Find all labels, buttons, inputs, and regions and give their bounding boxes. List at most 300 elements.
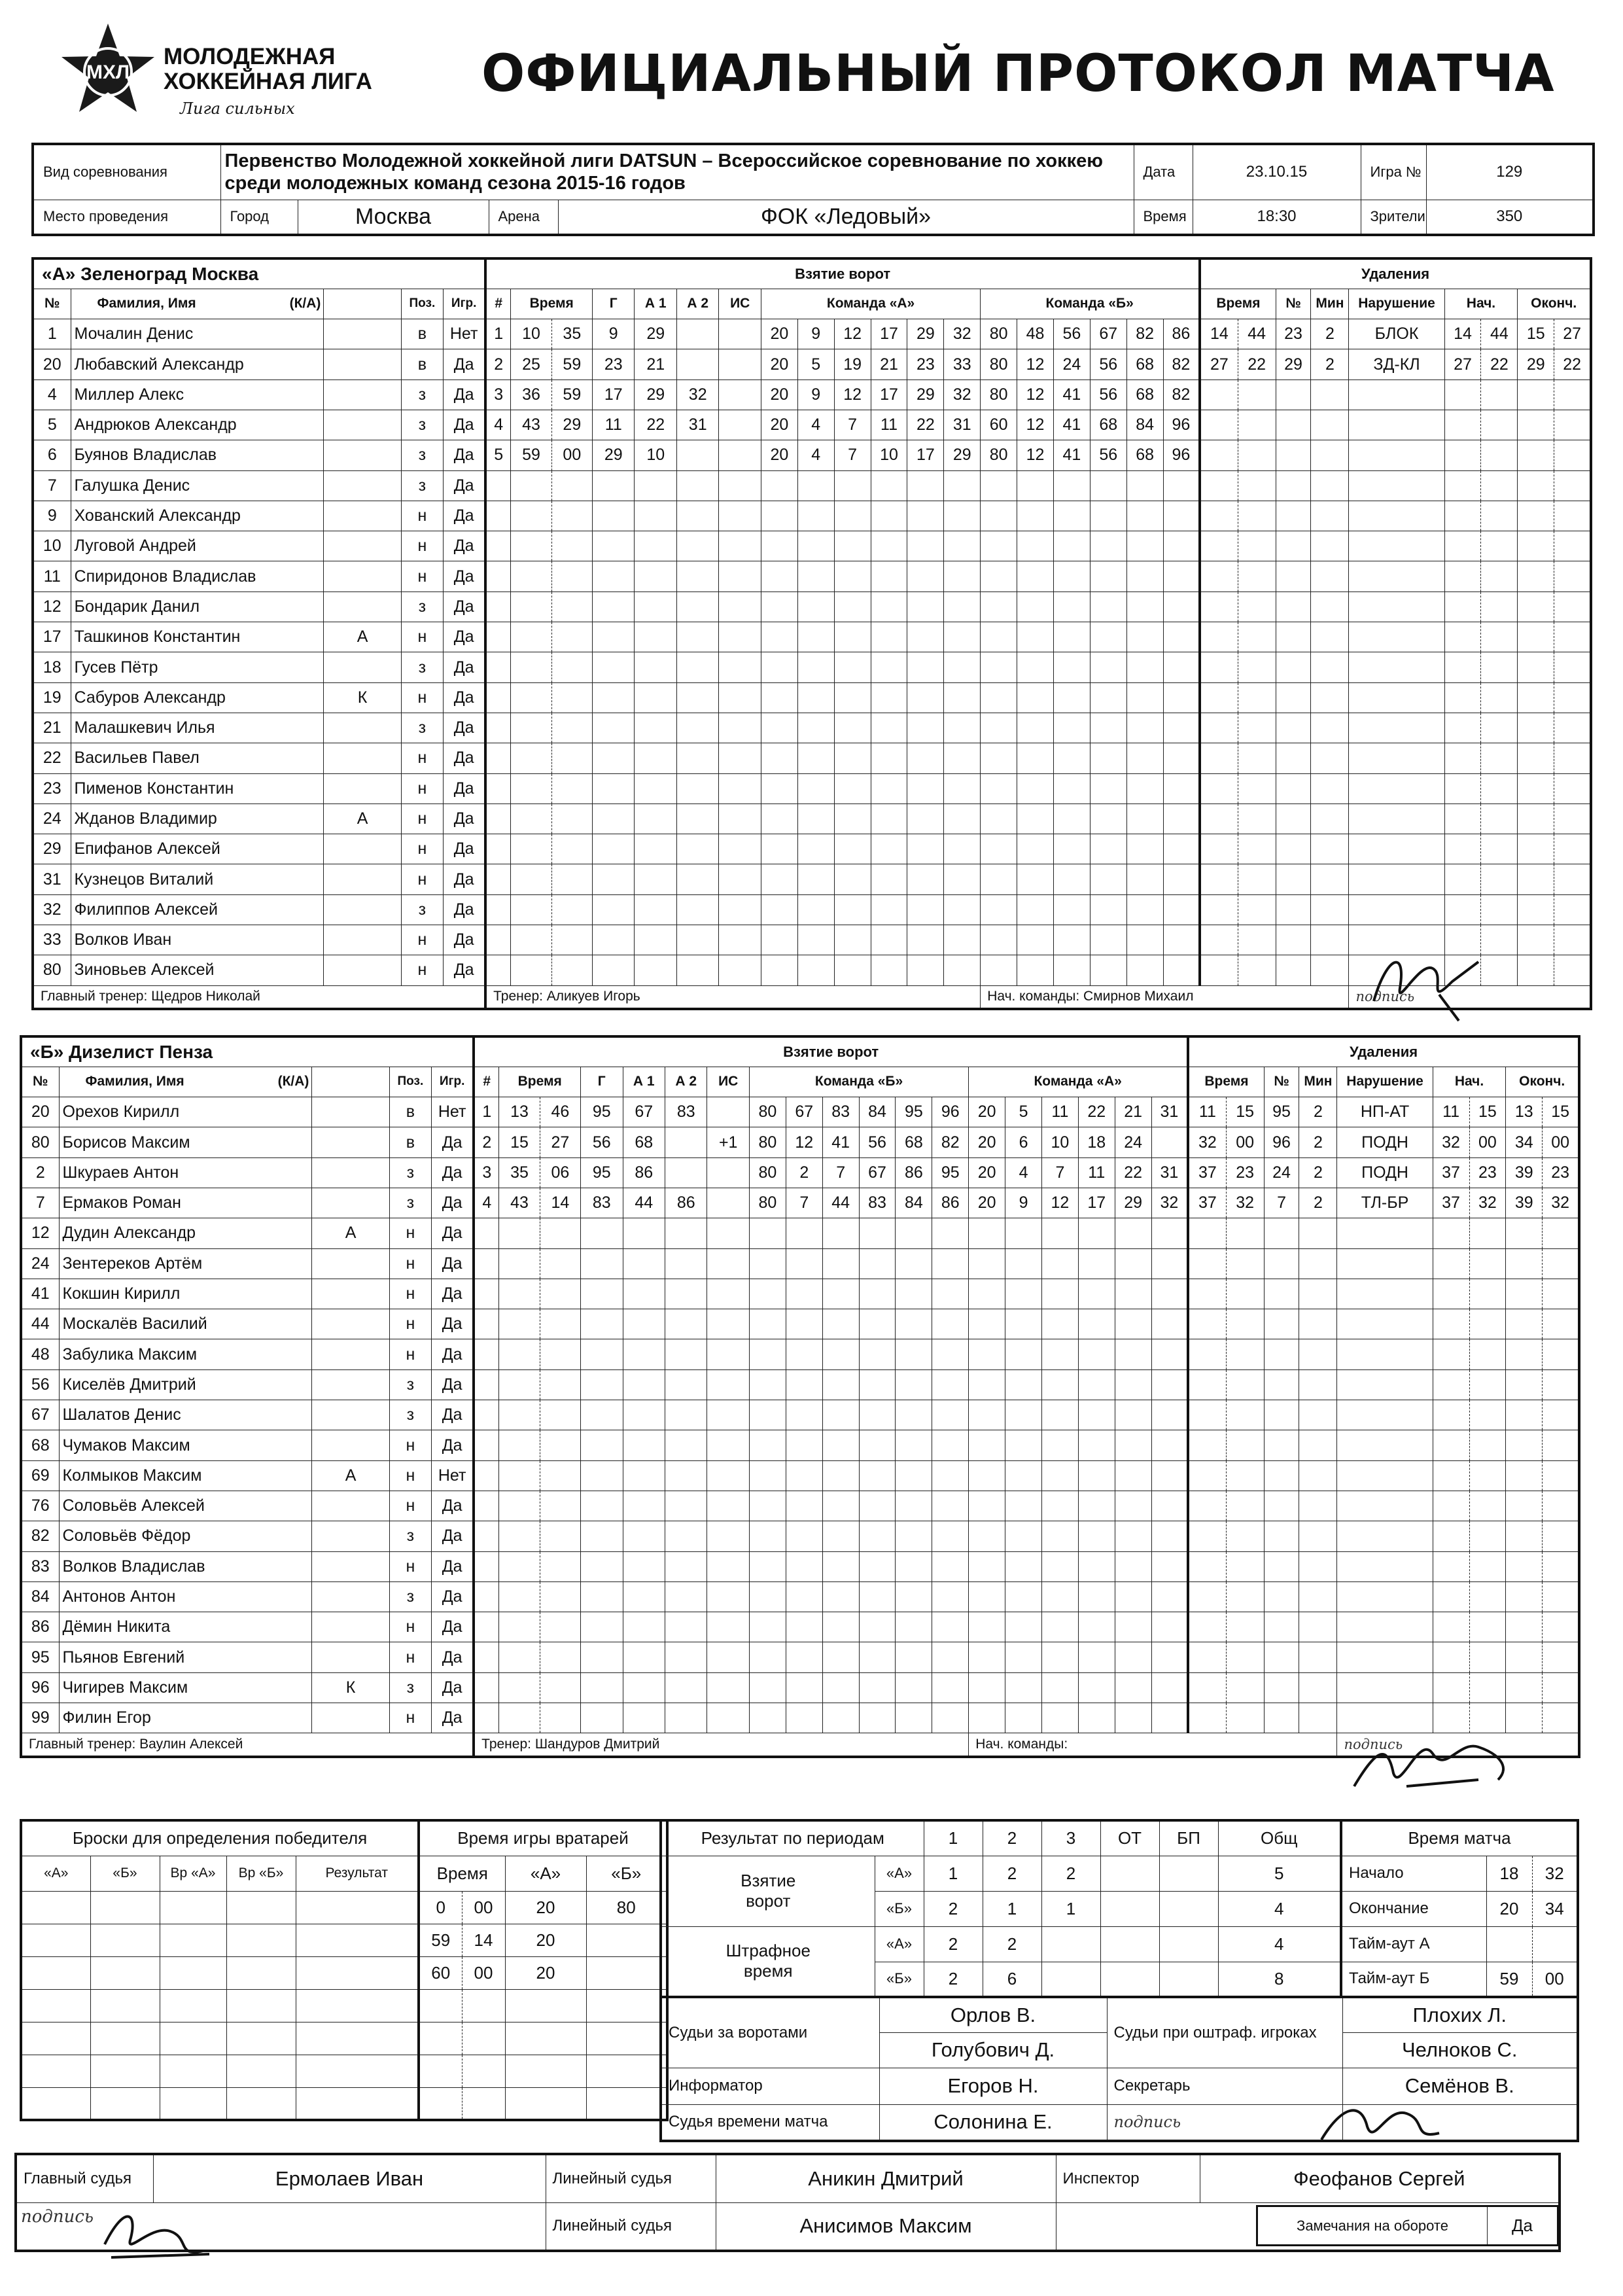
goal-assist1 bbox=[635, 713, 676, 743]
penalty-start-min bbox=[1444, 622, 1481, 652]
opp-on-ice bbox=[1078, 1703, 1115, 1733]
goal-minute bbox=[499, 1369, 540, 1400]
penalty-end-min: 39 bbox=[1506, 1157, 1543, 1188]
own-on-ice bbox=[859, 1279, 896, 1309]
player-captain-mark bbox=[324, 470, 401, 501]
opp-on-ice bbox=[981, 470, 1017, 501]
own-on-ice bbox=[944, 622, 981, 652]
own-on-ice: 12 bbox=[834, 319, 871, 349]
player-name: Кокшин Кирилл bbox=[59, 1279, 312, 1309]
goal-assist1: 44 bbox=[623, 1188, 665, 1218]
opp-on-ice bbox=[1115, 1551, 1151, 1581]
player-number: 29 bbox=[33, 834, 71, 864]
penalty-minute bbox=[1200, 561, 1238, 592]
penalty-start-min bbox=[1444, 652, 1481, 682]
own-on-ice bbox=[932, 1430, 969, 1460]
player-row bbox=[21, 1369, 1579, 1400]
own-on-ice: 12 bbox=[834, 380, 871, 410]
penalty-end-sec bbox=[1543, 1551, 1579, 1581]
opp-on-ice bbox=[1053, 955, 1090, 985]
col-name-label: Фамилия, Имя bbox=[85, 1074, 184, 1089]
penalty-start-min bbox=[1444, 410, 1481, 440]
goal-assist1: 21 bbox=[635, 349, 676, 380]
penalty-start-min bbox=[1433, 1642, 1469, 1672]
opp-on-ice: 60 bbox=[981, 410, 1017, 440]
own-on-ice bbox=[822, 1581, 859, 1612]
player-number: 22 bbox=[33, 743, 71, 773]
goal-assist2 bbox=[676, 470, 718, 501]
goal-scorer bbox=[581, 1491, 623, 1521]
col-pen-end: Оконч. bbox=[1506, 1067, 1579, 1097]
penalty-second bbox=[1226, 1642, 1264, 1672]
goal-assist2 bbox=[676, 592, 718, 622]
goal-scorer bbox=[593, 713, 635, 743]
player-position: н bbox=[389, 1491, 431, 1521]
col-ka: (К/А) bbox=[277, 1074, 309, 1089]
own-on-ice bbox=[944, 501, 981, 531]
opp-on-ice bbox=[1151, 1672, 1188, 1703]
col-name bbox=[59, 1067, 312, 1097]
player-number: 6 bbox=[33, 440, 71, 470]
head-referee-label: Главный судья bbox=[16, 2154, 153, 2202]
goal-second: 46 bbox=[540, 1097, 580, 1127]
opp-on-ice bbox=[1078, 1460, 1115, 1491]
opp-on-ice bbox=[1041, 1521, 1078, 1551]
opp-on-ice bbox=[1053, 652, 1090, 682]
penalty-end-sec bbox=[1554, 925, 1591, 955]
player-position: в bbox=[401, 319, 443, 349]
penalty-second: 15 bbox=[1226, 1097, 1264, 1127]
logo-wordmark bbox=[164, 44, 372, 94]
goal-second: 00 bbox=[551, 440, 592, 470]
own-on-ice bbox=[907, 561, 944, 592]
penalty-second bbox=[1226, 1551, 1264, 1581]
col-goal-scorer: Г bbox=[593, 289, 635, 319]
goal-scorer bbox=[581, 1309, 623, 1339]
goal-assist1 bbox=[635, 592, 676, 622]
penalty-player bbox=[1264, 1612, 1299, 1642]
goal-scorer bbox=[593, 652, 635, 682]
penalty-start-sec bbox=[1481, 622, 1518, 652]
date-label: Дата bbox=[1134, 144, 1193, 200]
own-on-ice bbox=[932, 1400, 969, 1430]
own-on-ice: 80 bbox=[749, 1188, 786, 1218]
inspector-label: Инспектор bbox=[1056, 2154, 1200, 2202]
penalty-minute bbox=[1200, 955, 1238, 985]
goal-minute: 35 bbox=[499, 1157, 540, 1188]
player-number: 4 bbox=[33, 380, 71, 410]
goal-is bbox=[707, 1157, 749, 1188]
player-played: Да bbox=[432, 1188, 474, 1218]
goal-scorer bbox=[581, 1581, 623, 1612]
period-pim-b bbox=[1100, 1962, 1159, 1997]
own-on-ice: 31 bbox=[944, 410, 981, 440]
own-on-ice bbox=[896, 1369, 932, 1400]
player-played: Да bbox=[444, 925, 486, 955]
own-on-ice bbox=[822, 1491, 859, 1521]
goal-second bbox=[540, 1612, 580, 1642]
own-on-ice: 41 bbox=[822, 1127, 859, 1157]
penalty-end-min bbox=[1506, 1612, 1543, 1642]
penalty-minute bbox=[1188, 1369, 1226, 1400]
player-played: Нет bbox=[432, 1097, 474, 1127]
player-number: 7 bbox=[21, 1188, 59, 1218]
own-on-ice bbox=[944, 955, 981, 985]
own-on-ice bbox=[834, 682, 871, 713]
penalty-player bbox=[1276, 864, 1311, 894]
goalie-row-mm: 59 bbox=[419, 1924, 462, 1956]
own-on-ice bbox=[797, 804, 834, 834]
penalty-violation: ТЛ-БР bbox=[1337, 1188, 1433, 1218]
player-position: н bbox=[389, 1642, 431, 1672]
goal-minute bbox=[511, 743, 551, 773]
player-number: 18 bbox=[33, 652, 71, 682]
own-on-ice bbox=[749, 1430, 786, 1460]
goal-is bbox=[707, 1369, 749, 1400]
penalty-violation bbox=[1349, 652, 1444, 682]
own-on-ice: 95 bbox=[932, 1157, 969, 1188]
goal-assist2 bbox=[676, 834, 718, 864]
penalty-second: 23 bbox=[1226, 1157, 1264, 1188]
goal-second: 14 bbox=[540, 1188, 580, 1218]
own-on-ice bbox=[761, 804, 797, 834]
player-number: 19 bbox=[33, 682, 71, 713]
goal-minute bbox=[499, 1309, 540, 1339]
opp-on-ice bbox=[1078, 1551, 1115, 1581]
goal-is bbox=[719, 743, 761, 773]
shootout-title: Броски для определения победителя bbox=[21, 1820, 419, 1856]
own-on-ice bbox=[932, 1218, 969, 1248]
opp-on-ice bbox=[981, 622, 1017, 652]
opp-on-ice bbox=[1053, 470, 1090, 501]
own-on-ice bbox=[907, 834, 944, 864]
penalty-minutes bbox=[1311, 380, 1349, 410]
penalty-minutes: 2 bbox=[1299, 1157, 1337, 1188]
opp-on-ice bbox=[1090, 773, 1126, 804]
player-played: Да bbox=[432, 1400, 474, 1430]
player-number: 96 bbox=[21, 1672, 59, 1703]
penalty-second bbox=[1226, 1339, 1264, 1369]
penalty-start-sec bbox=[1469, 1460, 1506, 1491]
linesman-2-value: Анисимов Максим bbox=[716, 2202, 1056, 2251]
own-on-ice: 9 bbox=[797, 319, 834, 349]
opp-on-ice: 31 bbox=[1151, 1097, 1188, 1127]
goal-assist2 bbox=[665, 1157, 707, 1188]
penalty-player bbox=[1264, 1703, 1299, 1733]
period-goal-b: 2 bbox=[924, 1891, 983, 1926]
player-position: н bbox=[401, 501, 443, 531]
penalty-minute bbox=[1200, 592, 1238, 622]
opp-on-ice bbox=[969, 1551, 1005, 1581]
match-info-table bbox=[31, 143, 1595, 236]
player-row bbox=[21, 1218, 1579, 1248]
penalty-minutes bbox=[1299, 1218, 1337, 1248]
opp-on-ice bbox=[1151, 1279, 1188, 1309]
opp-on-ice bbox=[1053, 531, 1090, 561]
opp-on-ice: 12 bbox=[1017, 440, 1054, 470]
penalty-end-sec bbox=[1554, 592, 1591, 622]
player-played: Да bbox=[444, 834, 486, 864]
opp-on-ice bbox=[1078, 1581, 1115, 1612]
penalty-minute: 11 bbox=[1188, 1097, 1226, 1127]
penalty-minute bbox=[1188, 1279, 1226, 1309]
penalty-second bbox=[1238, 743, 1276, 773]
penalty-second bbox=[1238, 380, 1276, 410]
player-name: Ермаков Роман bbox=[59, 1188, 312, 1218]
penalty-start-sec: 32 bbox=[1469, 1188, 1506, 1218]
goal-assist2: 86 bbox=[665, 1188, 707, 1218]
opp-on-ice bbox=[1151, 1491, 1188, 1521]
penalty-minutes: 2 bbox=[1311, 319, 1349, 349]
penalty-start-min bbox=[1444, 470, 1481, 501]
own-on-ice: 33 bbox=[944, 349, 981, 380]
goal-second: 59 bbox=[551, 349, 592, 380]
goalie-row-b bbox=[586, 1956, 667, 1989]
player-row bbox=[21, 1188, 1579, 1218]
penalty-violation: ЗД-КЛ bbox=[1349, 349, 1444, 380]
goal-is bbox=[719, 864, 761, 894]
col-name bbox=[71, 289, 324, 319]
opp-on-ice bbox=[1041, 1491, 1078, 1521]
own-on-ice bbox=[749, 1279, 786, 1309]
penalty-player bbox=[1276, 925, 1311, 955]
penalty-start-min bbox=[1444, 592, 1481, 622]
head-referee-signature-scribble bbox=[92, 2192, 222, 2270]
goal-is bbox=[719, 349, 761, 380]
player-played: Да bbox=[444, 652, 486, 682]
own-on-ice bbox=[797, 501, 834, 531]
player-row bbox=[21, 1460, 1579, 1491]
own-on-ice bbox=[761, 834, 797, 864]
shootout-col-gk-a: Вр «А» bbox=[160, 1856, 226, 1891]
player-captain-mark bbox=[324, 894, 401, 925]
penalty-start-min bbox=[1444, 743, 1481, 773]
penalty-player: 24 bbox=[1264, 1157, 1299, 1188]
player-position: н bbox=[389, 1551, 431, 1581]
own-on-ice: 32 bbox=[944, 319, 981, 349]
opp-on-ice: 20 bbox=[969, 1157, 1005, 1188]
goalie-row-a: 20 bbox=[505, 1956, 586, 1989]
goal-minute bbox=[499, 1672, 540, 1703]
penalty-end-min bbox=[1506, 1491, 1543, 1521]
timeout-b-m: 59 bbox=[1486, 1962, 1532, 1997]
col-pen-num: № bbox=[1264, 1067, 1299, 1097]
own-on-ice bbox=[761, 743, 797, 773]
player-row bbox=[33, 713, 1591, 743]
penalty-violation bbox=[1337, 1491, 1433, 1521]
goal-assist1 bbox=[623, 1672, 665, 1703]
penalty-player bbox=[1264, 1369, 1299, 1400]
own-on-ice bbox=[871, 501, 907, 531]
opp-on-ice: 96 bbox=[1163, 440, 1200, 470]
own-on-ice bbox=[786, 1703, 822, 1733]
own-on-ice bbox=[871, 773, 907, 804]
penalty-end-sec bbox=[1543, 1279, 1579, 1309]
own-on-ice bbox=[896, 1642, 932, 1672]
own-on-ice bbox=[797, 955, 834, 985]
goal-minute bbox=[499, 1703, 540, 1733]
own-on-ice: 2 bbox=[786, 1157, 822, 1188]
goal-assist1 bbox=[635, 501, 676, 531]
opp-on-ice bbox=[1053, 682, 1090, 713]
own-on-ice bbox=[932, 1309, 969, 1339]
opp-on-ice bbox=[969, 1279, 1005, 1309]
own-on-ice: 67 bbox=[859, 1157, 896, 1188]
own-on-ice bbox=[786, 1551, 822, 1581]
player-name: Епифанов Алексей bbox=[71, 834, 324, 864]
penalty-violation bbox=[1337, 1581, 1433, 1612]
goal-second bbox=[540, 1400, 580, 1430]
opp-on-ice bbox=[1053, 925, 1090, 955]
goal-minute bbox=[511, 864, 551, 894]
penalty-violation: ПОДН bbox=[1337, 1127, 1433, 1157]
goal-scorer bbox=[593, 592, 635, 622]
goal-assist1 bbox=[635, 743, 676, 773]
penalty-violation bbox=[1349, 622, 1444, 652]
goal-minute bbox=[499, 1642, 540, 1672]
player-row bbox=[21, 1642, 1579, 1672]
goal-number bbox=[485, 773, 511, 804]
opp-on-ice: 41 bbox=[1053, 380, 1090, 410]
penalty-minutes: 2 bbox=[1299, 1097, 1337, 1127]
penalty-start-min bbox=[1444, 773, 1481, 804]
opp-on-ice bbox=[1090, 592, 1126, 622]
player-captain-mark: А bbox=[324, 804, 401, 834]
own-on-ice: 20 bbox=[761, 410, 797, 440]
own-on-ice bbox=[896, 1218, 932, 1248]
opp-on-ice bbox=[969, 1369, 1005, 1400]
player-played: Нет bbox=[444, 319, 486, 349]
goalie-row-ss: 00 bbox=[462, 1956, 505, 1989]
penalty-start-min bbox=[1444, 804, 1481, 834]
penalty-end-sec bbox=[1554, 440, 1591, 470]
penalty-start-min bbox=[1444, 561, 1481, 592]
goal-second bbox=[540, 1248, 580, 1279]
opp-on-ice bbox=[1041, 1218, 1078, 1248]
penalty-start-min bbox=[1433, 1460, 1469, 1491]
goal-assist1 bbox=[623, 1400, 665, 1430]
period-team-b: «Б» bbox=[875, 1891, 924, 1926]
goal-second bbox=[551, 561, 592, 592]
own-on-ice: 80 bbox=[749, 1127, 786, 1157]
opp-on-ice bbox=[1090, 925, 1126, 955]
penalty-start-sec bbox=[1481, 743, 1518, 773]
penalty-start-min bbox=[1444, 894, 1481, 925]
player-number: 69 bbox=[21, 1460, 59, 1491]
opp-on-ice bbox=[969, 1521, 1005, 1551]
goal-number bbox=[485, 743, 511, 773]
penalty-start-min bbox=[1444, 380, 1481, 410]
own-on-ice: 7 bbox=[786, 1188, 822, 1218]
goal-is bbox=[707, 1218, 749, 1248]
penalty-end-min bbox=[1518, 440, 1554, 470]
penalty-start-min bbox=[1433, 1309, 1469, 1339]
secretary-value: Семёнов В. bbox=[1342, 2068, 1578, 2104]
goal-is bbox=[719, 380, 761, 410]
opp-on-ice: 56 bbox=[1090, 349, 1126, 380]
goal-number bbox=[485, 622, 511, 652]
opp-on-ice bbox=[1005, 1218, 1042, 1248]
opp-on-ice bbox=[1041, 1279, 1078, 1309]
penalty-player bbox=[1264, 1248, 1299, 1279]
opp-on-ice bbox=[981, 804, 1017, 834]
player-row bbox=[33, 894, 1591, 925]
player-played: Да bbox=[432, 1430, 474, 1460]
penalty-violation bbox=[1349, 592, 1444, 622]
goal-is bbox=[707, 1551, 749, 1581]
goal-number: 4 bbox=[474, 1188, 499, 1218]
player-captain-mark bbox=[324, 864, 401, 894]
own-on-ice: 17 bbox=[871, 380, 907, 410]
goal-assist1 bbox=[635, 925, 676, 955]
goal-judge-1: Орлов В. bbox=[879, 1997, 1107, 2032]
goal-minute: 25 bbox=[511, 349, 551, 380]
opp-on-ice bbox=[969, 1400, 1005, 1430]
goal-assist2 bbox=[676, 349, 718, 380]
penalty-second bbox=[1226, 1581, 1264, 1612]
penalty-end-sec bbox=[1543, 1400, 1579, 1430]
goal-minute bbox=[511, 652, 551, 682]
penalties-section-title: Удаления bbox=[1200, 258, 1591, 289]
penalty-end-min bbox=[1518, 682, 1554, 713]
opp-on-ice bbox=[1163, 834, 1200, 864]
player-name: Волков Иван bbox=[71, 925, 324, 955]
own-on-ice bbox=[797, 713, 834, 743]
own-on-ice bbox=[822, 1460, 859, 1491]
own-on-ice bbox=[944, 531, 981, 561]
own-on-ice bbox=[907, 925, 944, 955]
opp-on-ice bbox=[969, 1309, 1005, 1339]
period-col-total: Общ bbox=[1218, 1820, 1341, 1856]
penalty-player bbox=[1264, 1521, 1299, 1551]
player-row bbox=[33, 955, 1591, 985]
penalty-minutes bbox=[1299, 1521, 1337, 1551]
player-played: Да bbox=[432, 1672, 474, 1703]
opp-on-ice bbox=[1151, 1612, 1188, 1642]
player-row bbox=[33, 834, 1591, 864]
opp-on-ice bbox=[1017, 955, 1054, 985]
own-on-ice bbox=[786, 1581, 822, 1612]
goal-assist2 bbox=[676, 622, 718, 652]
own-on-ice bbox=[749, 1521, 786, 1551]
opp-on-ice: 41 bbox=[1053, 410, 1090, 440]
penalty-minute bbox=[1200, 713, 1238, 743]
col-pen-time: Время bbox=[1188, 1067, 1264, 1097]
goal-minute bbox=[511, 531, 551, 561]
goal-second bbox=[551, 470, 592, 501]
penalty-second bbox=[1238, 894, 1276, 925]
goal-number bbox=[474, 1369, 499, 1400]
opp-on-ice: 10 bbox=[1041, 1127, 1078, 1157]
goalie-col-b: «Б» bbox=[586, 1856, 667, 1891]
penalty-end-min bbox=[1518, 804, 1554, 834]
goal-assist1 bbox=[635, 652, 676, 682]
own-on-ice bbox=[896, 1460, 932, 1491]
penalty-start-min bbox=[1433, 1672, 1469, 1703]
own-on-ice bbox=[749, 1400, 786, 1430]
opp-on-ice bbox=[1151, 1581, 1188, 1612]
own-on-ice bbox=[822, 1400, 859, 1430]
opp-on-ice bbox=[1163, 864, 1200, 894]
penalty-start-sec: 00 bbox=[1469, 1127, 1506, 1157]
goalie-row-ss: 00 bbox=[462, 1891, 505, 1924]
opp-on-ice: 41 bbox=[1053, 440, 1090, 470]
opp-on-ice bbox=[969, 1339, 1005, 1369]
penalty-start-min: 14 bbox=[1444, 319, 1481, 349]
penalty-end-min: 29 bbox=[1518, 349, 1554, 380]
opp-on-ice bbox=[1090, 804, 1126, 834]
col-goal-num: # bbox=[485, 289, 511, 319]
